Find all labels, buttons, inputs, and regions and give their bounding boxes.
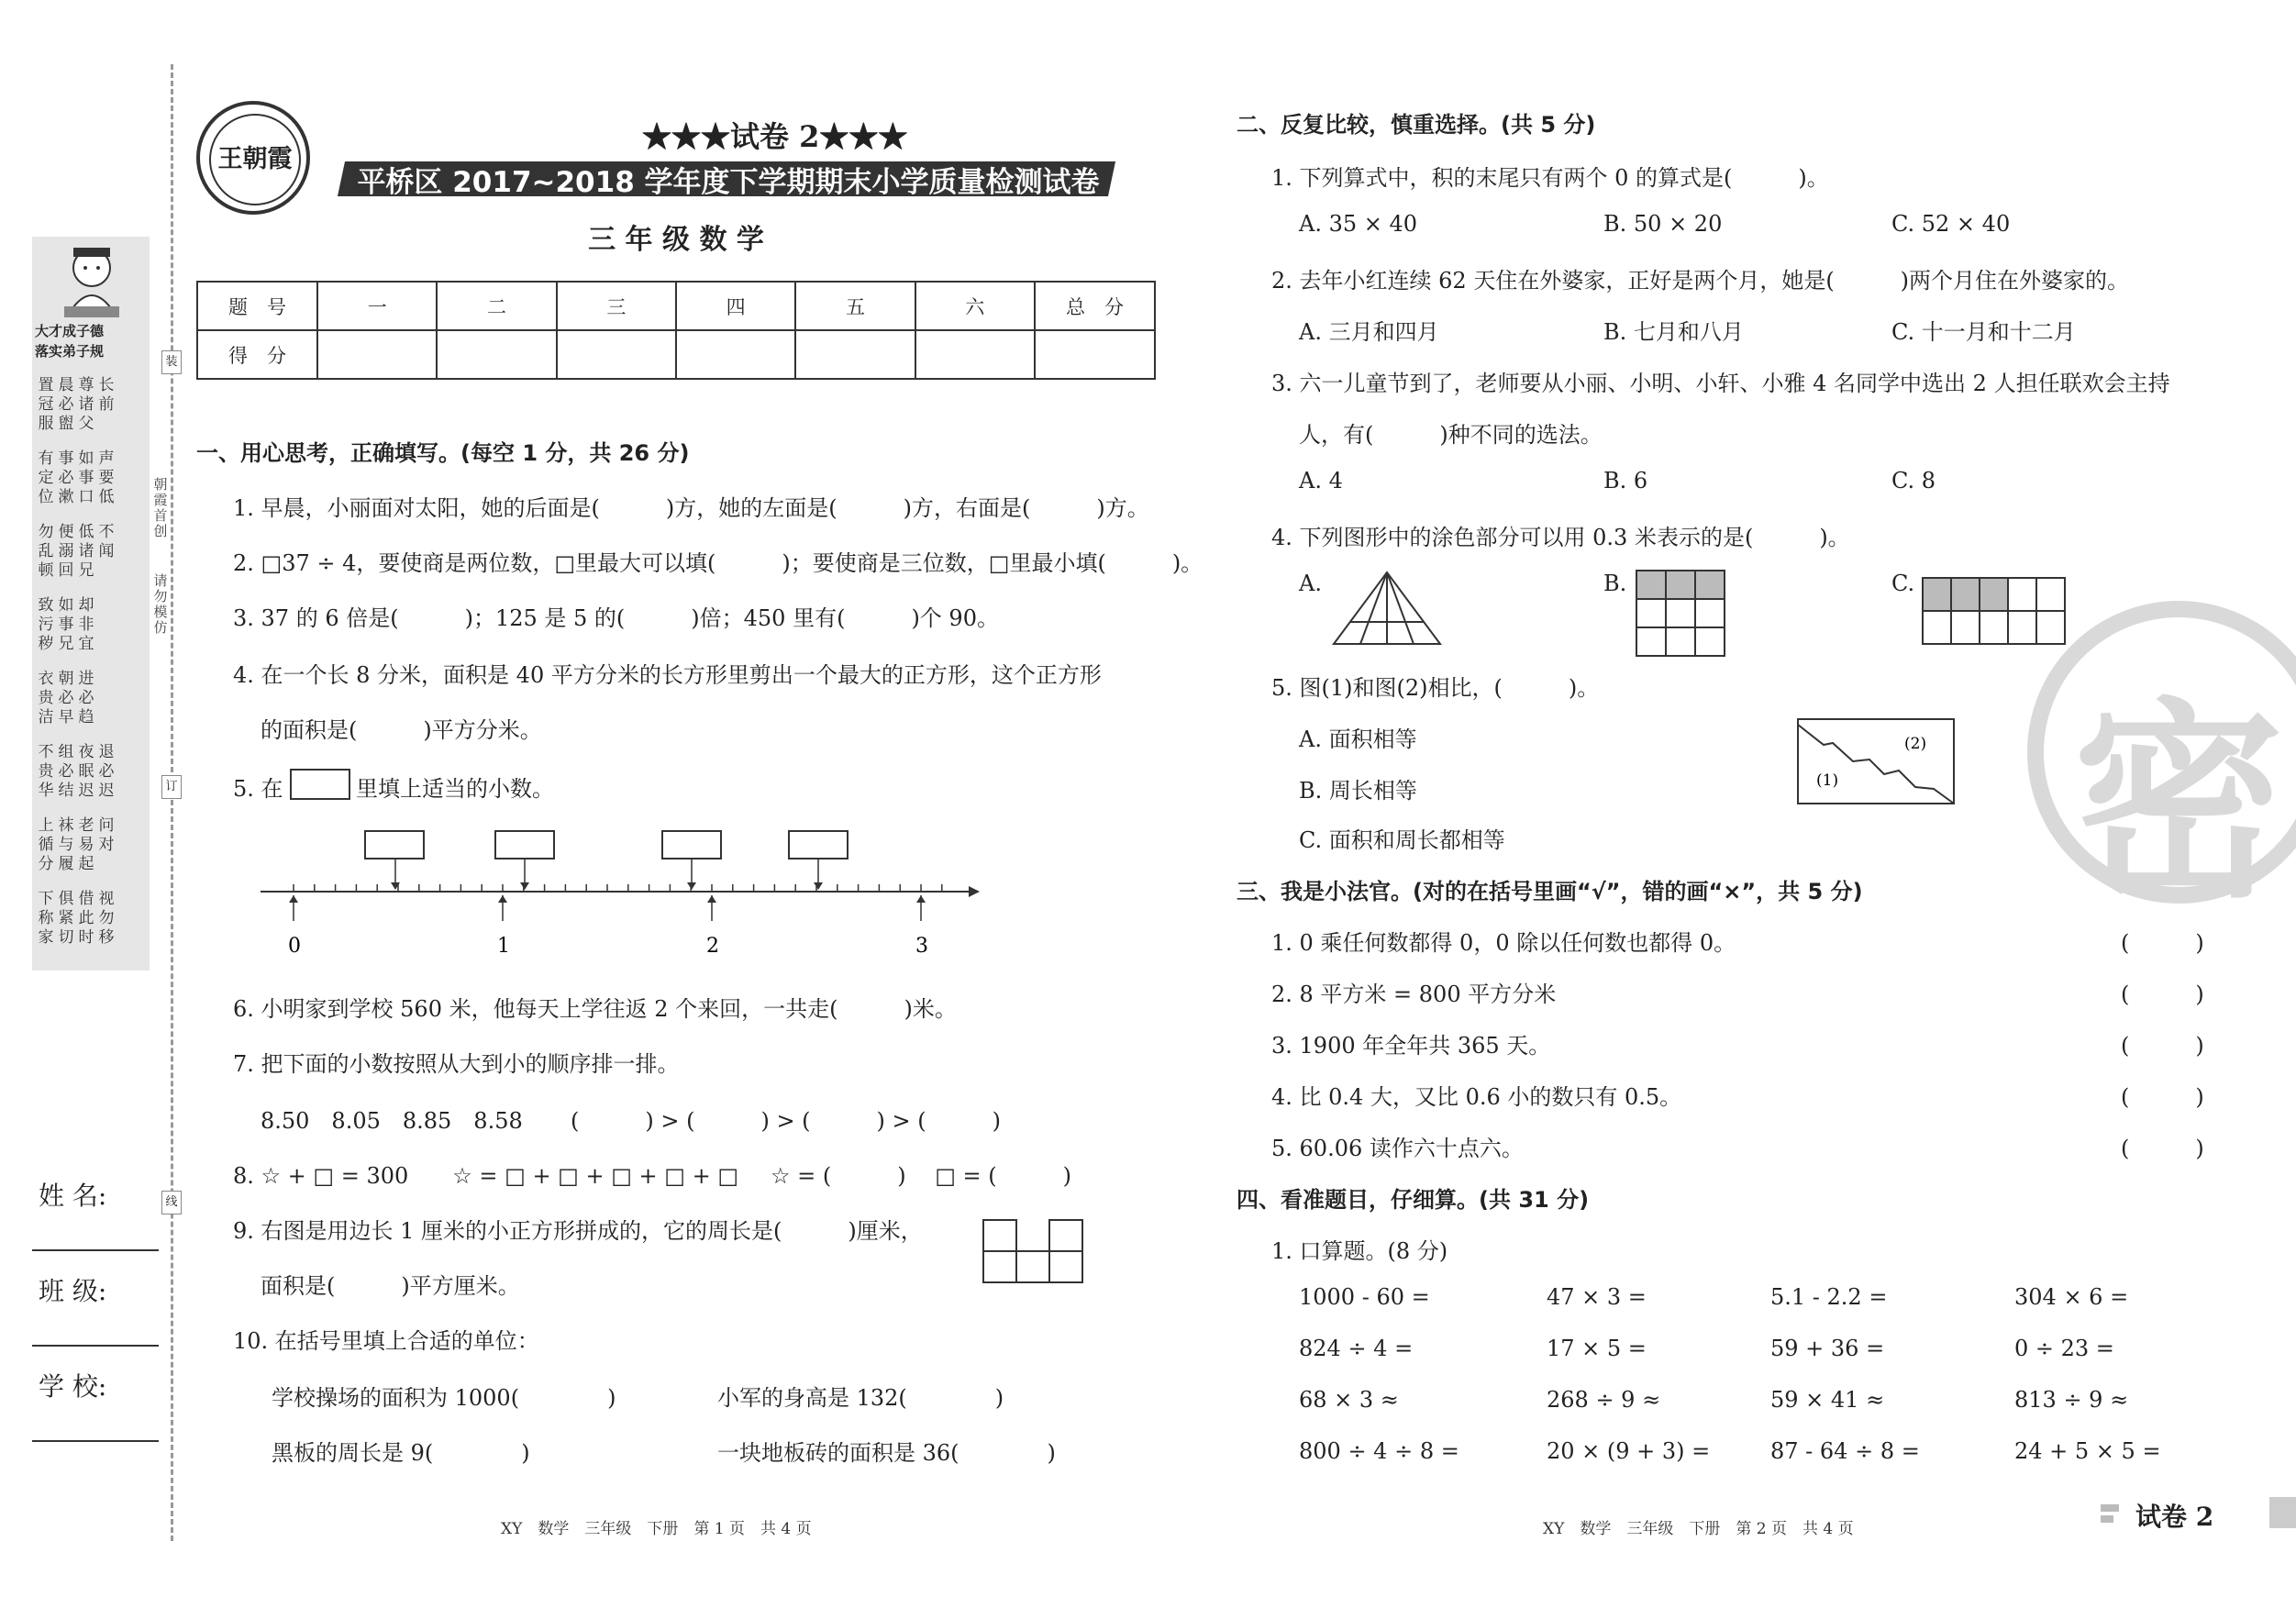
- sidebar-col-13: 致 污 秽: [38, 596, 54, 653]
- q9-figure: [982, 1218, 1084, 1284]
- sidebar-col-2: 晨 必 盥: [58, 376, 74, 433]
- binding-mark-zhuang: 装: [161, 350, 182, 374]
- footer-tag-band: [2269, 1497, 2296, 1528]
- cell: 二: [437, 282, 556, 330]
- sidebar-col-15: 却 非 宜: [78, 596, 94, 653]
- s3-item-2: 2. 8 平方米 = 800 平方分米: [1271, 981, 1557, 1007]
- sidebar-col-7: 如 事 口: [78, 449, 94, 506]
- section4-title: 四、看准题目，仔细算。(共 31 分): [1237, 1187, 1590, 1213]
- s1-q9a: 9. 右图是用边长 1 厘米的小正方形拼成的，它的周长是( )厘米，: [233, 1218, 923, 1244]
- calc-item: 5.1 - 2.2 =: [1770, 1284, 1888, 1310]
- s2-q1-c[interactable]: C. 52 × 40: [1891, 211, 2011, 237]
- s1-q10c[interactable]: 黑板的周长是 9( ): [272, 1440, 530, 1466]
- numberline-label-1: 1: [497, 935, 510, 958]
- calc-item: 813 ÷ 9 ≈: [2014, 1387, 2129, 1413]
- q5-figure: [1796, 717, 1958, 807]
- sidebar-col-28: 俱 紧 切: [58, 890, 74, 947]
- school-label: 学 校:: [39, 1371, 107, 1402]
- s1-q4a: 4. 在一个长 8 分米，面积是 40 平方分米的长方形里剪出一个最大的正方形，这个正方形: [233, 662, 1102, 688]
- class-line[interactable]: [32, 1345, 159, 1347]
- s1-q1: 1. 早晨，小丽面对太阳，她的后面是( )方，她的左面是( )方，右面是( )方。: [233, 495, 1149, 521]
- cell: 一: [317, 282, 437, 330]
- sidebar-col-20: 组 必 结: [58, 743, 74, 800]
- s2-q4: 4. 下列图形中的涂色部分可以用 0.3 米表示的是( )。: [1271, 525, 1850, 550]
- s2-q2-b[interactable]: B. 七月和八月: [1603, 319, 1744, 345]
- sidebar-col-6: 事 必 漱: [58, 449, 74, 506]
- s1-q7-blank[interactable]: ( ) > ( ) > ( ) > ( ): [571, 1108, 1002, 1134]
- s1-q7: 7. 把下面的小数按照从大到小的顺序排一排。: [233, 1051, 680, 1077]
- cell: 总 分: [1035, 282, 1155, 330]
- class-label: 班 级:: [39, 1276, 107, 1306]
- q5-fig-label-2: (2): [1904, 735, 1927, 753]
- calc-item: 47 × 3 =: [1547, 1284, 1647, 1310]
- brand-logo: 王朝霞: [196, 101, 310, 215]
- calc-item: 800 ÷ 4 ÷ 8 =: [1299, 1438, 1459, 1464]
- score-table-score-row: [197, 330, 1155, 379]
- q5-inline-box: [290, 769, 350, 800]
- s1-q10a[interactable]: 学校操场的面积为 1000( ): [272, 1385, 616, 1411]
- numberline-answer-box-4[interactable]: [789, 831, 848, 859]
- calc-item: 68 × 3 ≈: [1299, 1387, 1399, 1413]
- sidebar-col-4: 长 前: [98, 376, 115, 414]
- score-input[interactable]: [317, 330, 437, 379]
- s1-q10b[interactable]: 小军的身高是 132( ): [717, 1385, 1004, 1411]
- sidebar-col-21: 夜 眠 迟: [78, 743, 94, 800]
- s2-q2-a[interactable]: A. 三月和四月: [1299, 319, 1439, 345]
- s1-q5a: 5. 在: [233, 776, 283, 802]
- s2-q3a: 3. 六一儿童节到了，老师要从小丽、小明、小轩、小雅 4 名同学中选出 2 人担任联欢会主持: [1271, 371, 2170, 396]
- school-line[interactable]: [32, 1440, 159, 1442]
- s1-q8b[interactable]: ☆ = ( ) □ = ( ): [771, 1163, 1072, 1189]
- s1-q3: 3. 37 的 6 倍是( )；125 是 5 的( )倍；450 里有( )个 90。: [233, 605, 999, 631]
- s2-q3-c[interactable]: C. 8: [1891, 468, 1936, 494]
- binding-note-1: 朝 霞 首 创: [153, 476, 168, 539]
- motto-2: 落实弟子规: [35, 343, 105, 360]
- footer-tag: 试卷 2: [2135, 1502, 2214, 1532]
- section1-title: 一、用心思考，正确填写。(每空 1 分，共 26 分): [196, 440, 690, 466]
- sidebar-col-1: 置 冠 服: [38, 376, 54, 433]
- binding-mark-xian: 线: [161, 1191, 182, 1214]
- s4-sub1: 1. 口算题。(8 分): [1271, 1238, 1448, 1264]
- score-input[interactable]: [915, 330, 1035, 379]
- score-input[interactable]: [557, 330, 676, 379]
- sidebar-col-14: 如 事 兄: [58, 596, 74, 653]
- q4-figure-a-triangle: [1330, 569, 1444, 648]
- q4-figure-c-grid: [1921, 576, 2068, 646]
- s1-q4b: 的面积是( )平方分米。: [261, 717, 542, 743]
- numberline-answer-box-2[interactable]: [495, 831, 554, 859]
- calc-item: 24 + 5 × 5 =: [2014, 1438, 2161, 1464]
- s2-q5-c[interactable]: C. 面积和周长都相等: [1299, 827, 1505, 853]
- numberline-answer-box-3[interactable]: [662, 831, 721, 859]
- score-table-header-row: [197, 282, 1155, 330]
- s3-item-4: 4. 比 0.4 大，又比 0.6 小的数只有 0.5。: [1271, 1084, 1682, 1110]
- calc-item: 59 + 36 =: [1770, 1336, 1885, 1361]
- calc-item: 87 - 64 ÷ 8 =: [1770, 1438, 1920, 1464]
- s2-q1: 1. 下列算式中，积的末尾只有两个 0 的算式是( )。: [1271, 165, 1829, 191]
- s2-q5-b[interactable]: B. 周长相等: [1299, 778, 1417, 804]
- sidebar-col-29: 借 此 时: [78, 890, 94, 947]
- sidebar-col-5: 有 定 位: [38, 449, 54, 506]
- cell: 六: [915, 282, 1035, 330]
- numberline-label-0: 0: [288, 935, 301, 958]
- s2-q3-b[interactable]: B. 6: [1603, 468, 1648, 494]
- s2-q5: 5. 图(1)和图(2)相比，( )。: [1271, 675, 1600, 701]
- sidebar-col-18: 进 必 趋: [78, 670, 94, 726]
- s2-q4-c[interactable]: C.: [1891, 571, 1915, 596]
- s3-item-1: 1. 0 乘任何数都得 0，0 除以任何数也都得 0。: [1271, 930, 1736, 956]
- calc-item: 824 ÷ 4 =: [1299, 1336, 1414, 1361]
- cell: 四: [676, 282, 795, 330]
- footer-decor-2: [2101, 1515, 2113, 1523]
- number-line: [253, 826, 987, 963]
- s3-blank-5[interactable]: ( ): [2121, 1136, 2204, 1161]
- binding-note-2: 请 勿 模 仿: [153, 572, 168, 636]
- s2-q1-a[interactable]: A. 35 × 40: [1299, 211, 1418, 237]
- secret-stamp-char: 密: [2072, 682, 2284, 926]
- calc-item: 268 ÷ 9 ≈: [1547, 1387, 1661, 1413]
- sidebar-col-27: 下 称 家: [38, 890, 54, 947]
- s2-q5-a[interactable]: A. 面积相等: [1299, 726, 1417, 752]
- s1-q6: 6. 小明家到学校 560 米，他每天上学往返 2 个来回，一共走( )米。: [233, 996, 957, 1022]
- binding-dash-line: [171, 64, 173, 1541]
- section2-title: 二、反复比较，慎重选择。(共 5 分): [1237, 112, 1596, 138]
- name-label: 姓 名:: [39, 1181, 107, 1211]
- s3-blank-2[interactable]: ( ): [2121, 981, 2204, 1007]
- s1-q5b: 里填上适当的小数。: [356, 776, 554, 802]
- s2-q4-a[interactable]: A.: [1299, 571, 1322, 596]
- calc-item: 20 × (9 + 3) =: [1547, 1438, 1711, 1464]
- sidebar-col-11: 低 诸 兄: [78, 523, 94, 580]
- s1-q7-numbers: 8.50 8.05 8.85 8.58: [261, 1108, 523, 1134]
- s3-blank-1[interactable]: ( ): [2121, 930, 2204, 956]
- s1-q9b: 面积是( )平方厘米。: [261, 1273, 520, 1299]
- sidebar-col-24: 袜 与 履: [58, 816, 74, 873]
- sidebar-col-10: 便 溺 回: [58, 523, 74, 580]
- sidebar-col-25: 老 易 起: [78, 816, 94, 873]
- section3-title: 三、我是小法官。(对的在括号里画“√”，错的画“×”，共 5 分): [1237, 879, 1863, 904]
- paper-tag: ★★★试卷 2★★★: [642, 119, 908, 154]
- exam-subtitle: 三 年 级 数 学: [588, 224, 764, 256]
- score-input[interactable]: [795, 330, 915, 379]
- sidebar-col-30: 视 勿 移: [98, 890, 115, 947]
- cell: 得 分: [197, 330, 317, 379]
- sidebar-col-19: 不 贵 华: [38, 743, 54, 800]
- s2-q3-a[interactable]: A. 4: [1299, 468, 1343, 494]
- score-input[interactable]: [1035, 330, 1155, 379]
- s1-q10d[interactable]: 一块地板砖的面积是 36( ): [717, 1440, 1056, 1466]
- sidebar-col-9: 勿 乱 顿: [38, 523, 54, 580]
- binding-mark-ding: 订: [161, 775, 182, 799]
- motto-1: 大才成子德: [35, 323, 105, 339]
- sidebar-col-8: 声 要 低: [98, 449, 115, 506]
- s3-blank-3[interactable]: ( ): [2121, 1033, 2204, 1059]
- footer-left: XY 数学 三年级 下册 第 1 页 共 4 页: [501, 1520, 812, 1538]
- footer-decor-1: [2101, 1504, 2119, 1512]
- exam-title: 平桥区 2017~2018 学年度下学期期末小学质量检测试卷: [357, 166, 1100, 199]
- s2-q4-b[interactable]: B.: [1603, 571, 1627, 596]
- numberline-label-3: 3: [915, 935, 928, 958]
- s2-q2: 2. 去年小红连续 62 天住在外婆家，正好是两个月，她是( )两个月住在外婆家的。: [1271, 268, 2130, 294]
- calc-item: 0 ÷ 23 =: [2014, 1336, 2114, 1361]
- score-input[interactable]: [437, 330, 556, 379]
- score-input[interactable]: [676, 330, 795, 379]
- cell: 三: [557, 282, 676, 330]
- sidebar-col-26: 问 对: [98, 816, 115, 854]
- sidebar-col-12: 不 闻: [98, 523, 115, 560]
- sidebar-col-16: 衣 贵 洁: [38, 670, 54, 726]
- calc-item: 1000 - 60 =: [1299, 1284, 1430, 1310]
- sidebar-col-3: 尊 诸 父: [78, 376, 94, 433]
- sidebar-col-22: 退 必 迟: [98, 743, 115, 800]
- q4-figure-b-grid: [1635, 569, 1726, 657]
- score-table: [196, 281, 1156, 380]
- numberline-label-2: 2: [706, 935, 719, 958]
- cell: 五: [795, 282, 915, 330]
- calc-item: 304 × 6 =: [2014, 1284, 2129, 1310]
- cell: 题 号: [197, 282, 317, 330]
- s1-q2: 2. □37 ÷ 4，要使商是两位数，□里最大可以填( )；要使商是三位数，□里最小填( )。: [233, 550, 1203, 576]
- s3-item-3: 3. 1900 年全年共 365 天。: [1271, 1033, 1551, 1059]
- s2-q3b: 人，有( )种不同的选法。: [1299, 422, 1603, 448]
- sidebar-col-23: 上 循 分: [38, 816, 54, 873]
- calc-item: 59 × 41 ≈: [1770, 1387, 1885, 1413]
- footer-right: XY 数学 三年级 下册 第 2 页 共 4 页: [1543, 1520, 1854, 1538]
- q5-fig-label-1: (1): [1816, 771, 1839, 790]
- numberline-answer-box-1[interactable]: [365, 831, 424, 859]
- s3-item-5: 5. 60.06 读作六十点六。: [1271, 1136, 1524, 1161]
- s1-q8a: 8. ☆ + □ = 300 ☆ = □ + □ + □ + □ + □: [233, 1163, 738, 1189]
- s3-blank-4[interactable]: ( ): [2121, 1084, 2204, 1110]
- s1-q10: 10. 在括号里填上合适的单位：: [233, 1328, 539, 1354]
- sidebar-col-17: 朝 必 早: [58, 670, 74, 726]
- s2-q2-c[interactable]: C. 十一月和十二月: [1891, 319, 2076, 345]
- s2-q1-b[interactable]: B. 50 × 20: [1603, 211, 1723, 237]
- name-line[interactable]: [32, 1249, 159, 1251]
- calc-item: 17 × 5 =: [1547, 1336, 1647, 1361]
